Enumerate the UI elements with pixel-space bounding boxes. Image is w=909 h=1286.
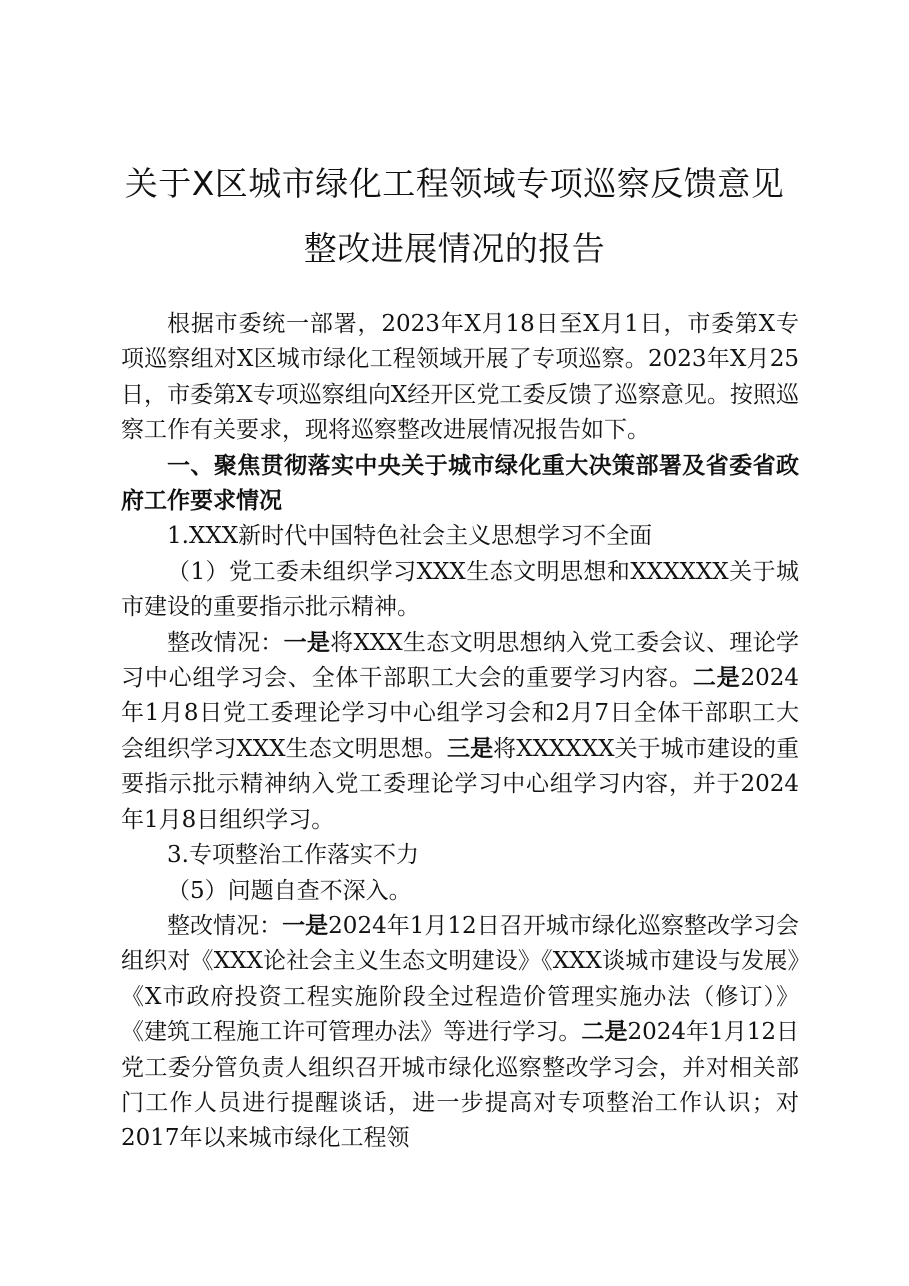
lead-first: 一是 [282, 912, 329, 939]
report-title-line-1: 关于X区城市绿化工程领域专项巡察反馈意见 [124, 164, 785, 203]
item-1-heading: 1.XXX新时代中国特色社会主义思想学习不全面 [167, 523, 653, 550]
item-3-subitem-5: （5）问题自查不深入。 [167, 877, 412, 904]
report-body [121, 307, 799, 1157]
rectification-text-1: 2024年1月12日召开城市绿化巡察整改学习会组织对《XXX论社会主义生态文明建设》《XXX谈城市建设与发展》《X市政府投资工程实施阶段全过程造价管理实施办法（修订）》《建筑工程施工许可管理办法》等进行学习。 [121, 912, 800, 1046]
item-1-rectification-paragraph [121, 626, 799, 838]
intro-paragraph: 根据市委统一部署，2023年X月18日至X月1日，市委第X专项巡察组对X区城市绿化工程领域开展了专项巡察。2023年X月25日，市委第X专项巡察组向X经开区党工委反馈了巡察意见。按照巡察工作有关要求，现将巡察整改进展情况报告如下。 [121, 311, 799, 444]
lead-first: 一是 [283, 629, 331, 656]
item-1-subitem-1: （1）党工委未组织学习XXX生态文明思想和XXXXXX关于城市建设的重要指示批示精神。 [121, 558, 799, 621]
lead-second: 二是 [581, 1019, 628, 1046]
report-title-line-2: 整改进展情况的报告 [303, 229, 606, 268]
rectification-label: 整改情况： [167, 629, 284, 656]
lead-second: 二是 [692, 665, 741, 692]
item-3-rectification-paragraph [121, 909, 799, 1157]
rectification-text-3: 将XXXXXX关于城市建设的重要指示批示精神纳入党工委理论学习中心组学习内容，并于2024年1月8日组织学习。 [121, 735, 800, 833]
rectification-text-1: 将XXX生态文明思想纳入党工委会议、理论学习中心组学习会、全体干部职工大会的重要学习内容。 [121, 629, 800, 692]
rectification-text-2: 2024年1月8日党工委理论学习中心组学习会和2月7日全体干部职工大会组织学习XXX生态文明思想。 [121, 665, 800, 762]
section-1-heading: 一、聚焦贯彻落实中央关于城市绿化重大决策部署及省委省政府工作要求情况 [121, 452, 799, 515]
lead-third: 三是 [447, 735, 494, 762]
rectification-text-2: 2024年1月12日党工委分管负责人组织召开城市绿化巡察整改学习会，并对相关部门工作人员进行提醒谈话，进一步提高对专项整治工作认识；对2017年以来城市绿化工程领 [121, 1019, 800, 1152]
item-3-heading: 3.专项整治工作落实不力 [167, 842, 419, 869]
rectification-label: 整改情况： [167, 912, 283, 939]
